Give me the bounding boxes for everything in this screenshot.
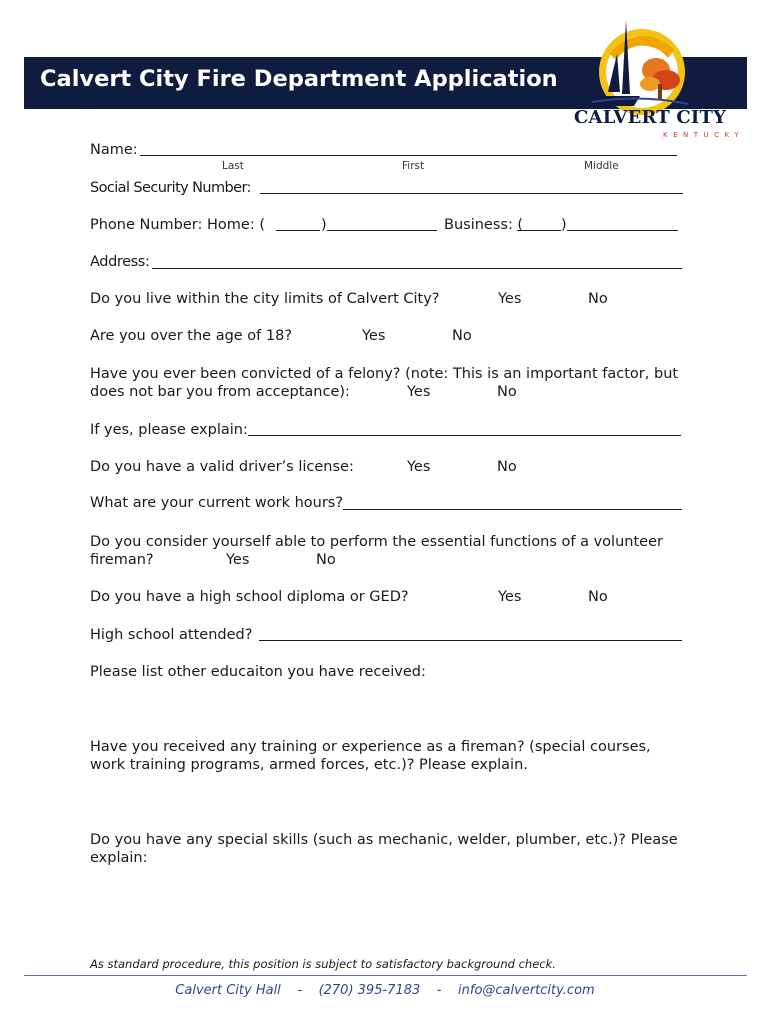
diploma-question: Do you have a high school diploma or GED? (90, 589, 409, 605)
license-yes[interactable]: Yes (407, 459, 431, 475)
phone-business-label: Business: ( (444, 217, 524, 233)
footer-separator-2: - (436, 983, 442, 998)
high-school-line[interactable] (259, 640, 682, 641)
name-input-line[interactable] (140, 155, 677, 156)
diploma-no[interactable]: No (588, 589, 608, 605)
footer-contact (0, 983, 770, 998)
home-paren-close: ) (321, 217, 327, 233)
license-question: Do you have a valid driver’s license: (90, 459, 354, 475)
license-no[interactable]: No (497, 459, 517, 475)
business-paren-close: ) (561, 217, 567, 233)
name-first-caption: First (402, 160, 425, 172)
felony-yes[interactable]: Yes (407, 384, 431, 400)
address-input-line[interactable] (152, 268, 682, 269)
felony-question-line1: Have you ever been convicted of a felony? (note: This is an important factor, but (90, 366, 679, 382)
page-title: Calvert City Fire Department Application (40, 66, 558, 92)
felony-question-line2: does not bar you from acceptance): (90, 384, 350, 400)
phone-home-label: Phone Number: Home: ( (90, 217, 265, 233)
skills-question: Do you have any special skills (such as mechanic, welder, plumber, etc.)? Please explain: (90, 832, 678, 866)
footer-phone[interactable]: (270) 395-7183 (318, 983, 421, 998)
work-hours-line[interactable] (343, 509, 682, 510)
city-limits-yes[interactable]: Yes (498, 291, 522, 307)
business-phone-line[interactable] (567, 230, 678, 231)
essential-no[interactable]: No (316, 552, 336, 568)
felony-explain-line[interactable] (248, 435, 681, 436)
name-label: Name: (90, 142, 138, 158)
calvert-city-logo (570, 14, 755, 139)
home-area-code-line[interactable] (276, 230, 320, 231)
felony-no[interactable]: No (497, 384, 517, 400)
age-question: Are you over the age of 18? (90, 328, 293, 344)
background-check-note: As standard procedure, this position is subject to satisfactory background check. (90, 957, 556, 971)
essential-yes[interactable]: Yes (226, 552, 250, 568)
work-hours-label: What are your current work hours? (90, 495, 344, 511)
address-label: Address: (90, 254, 150, 270)
logo-state: KENTUCKY (663, 131, 745, 139)
footer-divider (24, 975, 747, 976)
city-limits-question: Do you live within the city limits of Calvert City? (90, 291, 440, 307)
name-middle-caption: Middle (584, 160, 619, 172)
ssn-label: Social Security Number: (90, 180, 251, 196)
felony-explain-label: If yes, please explain: (90, 422, 248, 438)
business-area-code-line[interactable] (517, 230, 561, 231)
high-school-label: High school attended? (90, 627, 253, 643)
logo-wordmark: CALVERT CITY (574, 107, 727, 128)
footer-hall: Calvert City Hall (175, 983, 281, 998)
diploma-yes[interactable]: Yes (498, 589, 522, 605)
essential-question-line2: fireman? (90, 552, 154, 568)
name-last-caption: Last (222, 160, 244, 172)
age-yes[interactable]: Yes (362, 328, 386, 344)
education-label: Please list other educaiton you have received: (90, 664, 426, 680)
ssn-input-line[interactable] (260, 193, 683, 194)
essential-question-line1: Do you consider yourself able to perform the essential functions of a volunteer (90, 534, 663, 550)
age-no[interactable]: No (452, 328, 472, 344)
city-limits-no[interactable]: No (588, 291, 608, 307)
footer-separator-1: - (297, 983, 303, 998)
home-phone-line[interactable] (327, 230, 437, 231)
footer-email[interactable]: info@calvertcity.com (458, 983, 595, 998)
training-question: Have you received any training or experience as a fireman? (special courses, work training programs, armed forces, etc.)? Please explain. (90, 739, 651, 773)
